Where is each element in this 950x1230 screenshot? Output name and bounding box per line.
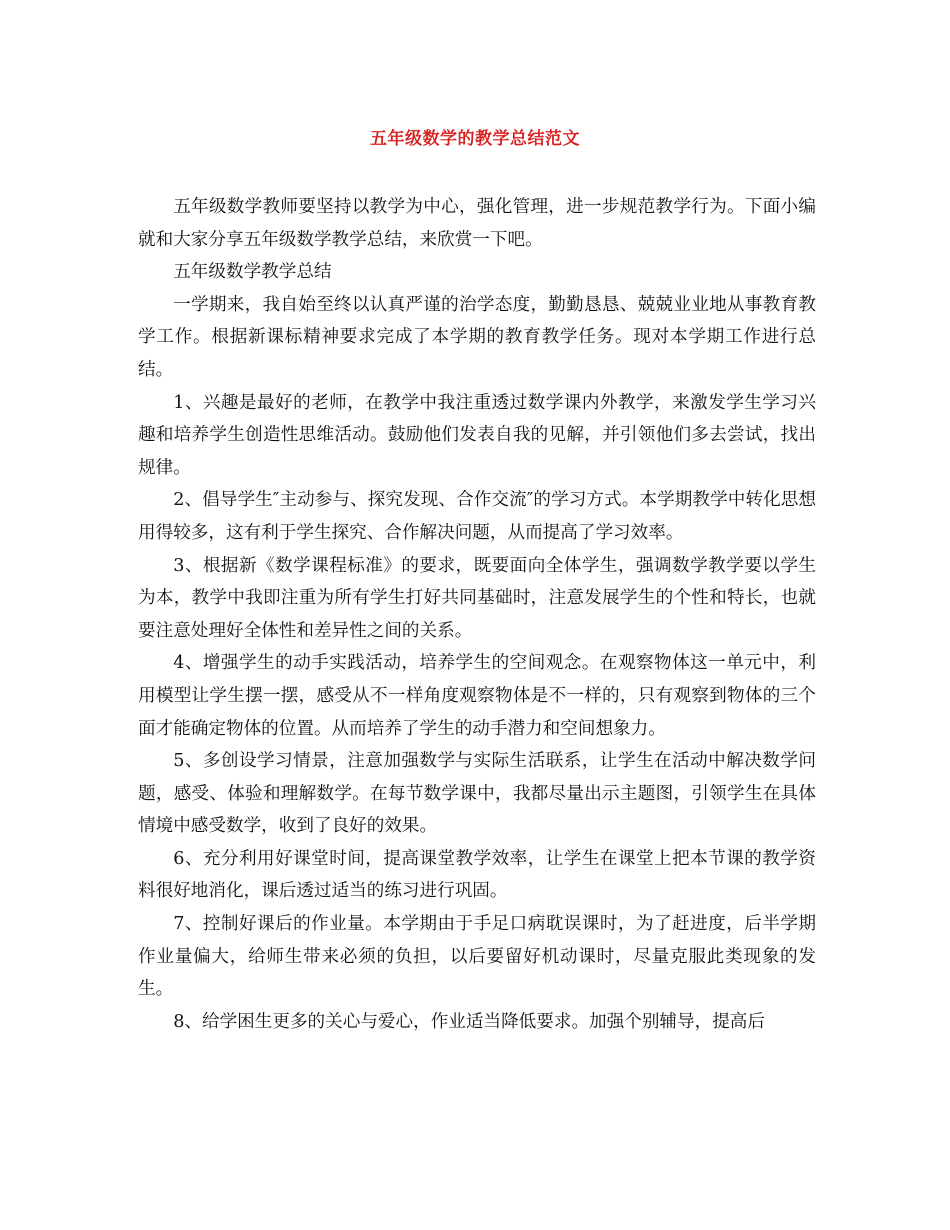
document-title: 五年级数学的教学总结范文 [370, 129, 580, 149]
section-heading: 五年级数学教学总结 [173, 262, 332, 283]
point-1-paragraph: 1、兴趣是最好的老师，在教学中我注重透过数学课内外教学，来激发学生学习兴趣和培养学生创造性思维活动。鼓励他们发表自我的见解，并引领他们多去尝试，找出规律。 [138, 392, 816, 478]
point-6-paragraph: 6、充分利用好课堂时间，提高课堂教学效率，让学生在课堂上把本节课的教学资料很好地消化，课后透过适当的练习进行巩固。 [138, 848, 816, 902]
intro-paragraph: 五年级数学教师要坚持以教学为中心，强化管理，进一步规范教学行为。下面小编就和大家分享五年级数学教学总结，来欣赏一下吧。 [138, 197, 816, 250]
overview-paragraph: 一学期来，我自始至终以认真严谨的治学态度，勤勤恳恳、兢兢业业地从事教育教学工作。根据新课标精神要求完成了本学期的教育教学任务。现对本学期工作进行总结。 [138, 294, 816, 380]
point-8-paragraph: 8、给学困生更多的关心与爱心，作业适当降低要求。加强个别辅导，提高后 [173, 1011, 765, 1032]
document-body [138, 191, 816, 1038]
point-7-paragraph: 7、控制好课后的作业量。本学期由于手足口病耽误课时，为了赶进度，后半学期作业量偏大，给师生带来必须的负担，以后要留好机动课时，尽量克服此类现象的发生。 [138, 914, 816, 1000]
point-5-paragraph: 5、多创设学习情景，注意加强数学与实际生活联系，让学生在活动中解决数学问题，感受、体验和理解数学。在每节数学课中，我都尽量出示主题图，引领学生在具体情境中感受数学，收到了良好的效果。 [138, 751, 816, 837]
point-3-paragraph: 3、根据新《数学课程标准》的要求，既要面向全体学生，强调数学教学要以学生为本，教学中我即注重为所有学生打好共同基础时，注意发展学生的个性和特长，也就要注意处理好全体性和差异性之间的关系。 [138, 555, 816, 641]
point-2-paragraph: 2、倡导学生″主动参与、探究发现、合作交流″的学习方式。本学期教学中转化思想用得较多，这有利于学生探究、合作解决问题，从而提高了学习效率。 [138, 490, 816, 543]
point-4-paragraph: 4、增强学生的动手实践活动，培养学生的空间观念。在观察物体这一单元中，利用模型让学生摆一摆，感受从不一样角度观察物体是不一样的，只有观察到物体的三个面才能确定物体的位置。从而培养了学生的动手潜力和空间想象力。 [138, 653, 816, 739]
